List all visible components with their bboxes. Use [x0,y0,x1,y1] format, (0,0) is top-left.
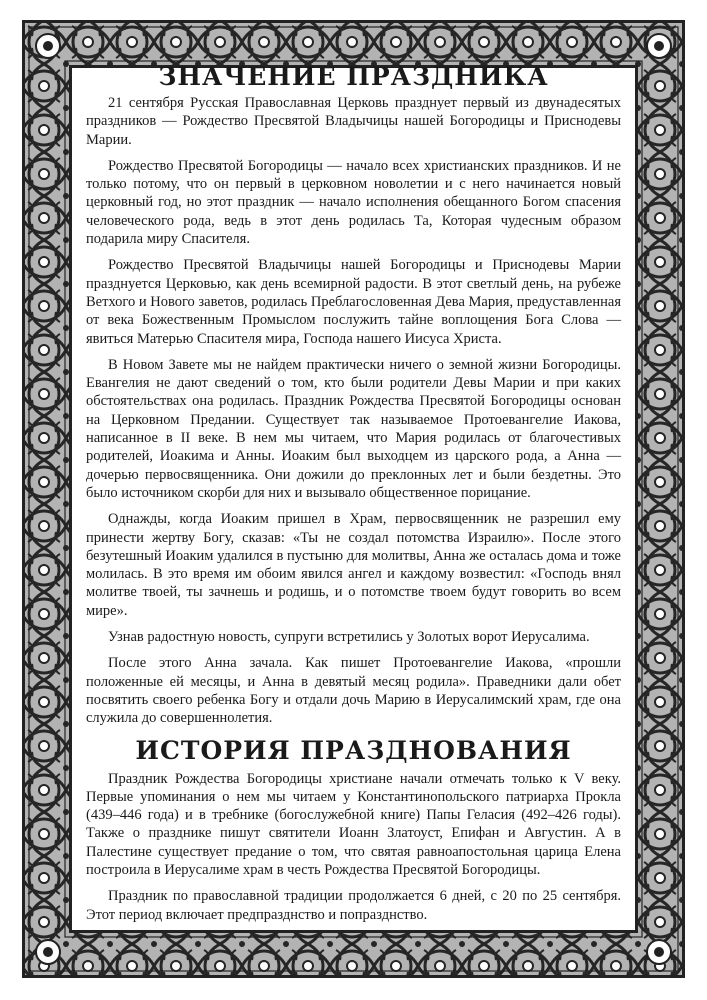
section-title-meaning: ЗНАЧЕНИЕ ПРАЗДНИКА [158,62,549,91]
paragraph: В Новом Завете мы не найдем практически ничего о земной жизни Богородицы. Евангелия не дают сведений о том, кто были родители Девы Марии и при каких обстоятельствах она родилась. Праздник Рождества Пресвятой Богородицы основан на Церковном Предании. Существует так называемое Протоевангелие Иакова, написанное в II веке. В нем мы читаем, что Мария родилась от благочестивых родителей, Иоакима и Анны. Иоаким был выходцем из царского рода, а Анна — дочерью первосвященника. Они дожили до преклонных лет и были бездетны. Это было источником скорби для них и вызывало общественное порицание. [86,356,621,501]
paragraph: 21 сентября Русская Православная Церковь празднует первый из двунадесятых праздников — Рождество Пресвятой Владычицы нашей Богородицы и Приснодевы Марии. [86,95,621,148]
paragraph: Праздник по православной традиции продолжается 6 дней, с 20 по 25 сентября. Этот период включает предпразднство и попразднство. [86,888,621,923]
article [86,62,621,930]
paragraph: Узнав радостную новость, супруги встретились у Золотых ворот Иерусалима. [108,629,590,646]
paragraph: После этого Анна зачала. Как пишет Протоевангелие Иакова, «прошли положенные ей месяцы, и Анна в девятый месяц родила». Праведники дали обет посвятить своего ребенка Богу и отдали дочь Марию в Иерусалимский храм, где она служила до совершеннолетия. [86,655,621,727]
paragraph: Праздник Рождества Богородицы христиане начали отмечать только к V веку. Первые упоминания о нем мы читаем у Константинопольского патриарха Прокла (439–446 года) и в требнике (богослужебной книге) Папы Геласия (492–426 годы). Также о празднике пишут святители Иоанн Златоуст, Епифан и Августин. А в Палестине существует предание о том, что святая равноапостольная царица Елена построила в Иерусалиме храм в честь Рождества Пресвятой Богородицы. [86,770,621,878]
paragraph: Рождество Пресвятой Владычицы нашей Богородицы и Приснодевы Марии празднуется Церковью, как день всемирной радости. В этот светлый день, на рубеже Ветхого и Нового заветов, родилась Преблагословенная Дева Мария, предуставленная от века Божественным Промыслом послужить тайне воплощения Бога Слова — явиться Матерью Спасителя мира, Господа нашего Иисуса Христа. [86,257,621,347]
section-title-history: ИСТОРИЯ ПРАЗДНОВАНИЯ [135,735,572,765]
paragraph: Рождество Пресвятой Богородицы — начало всех христианских праздников. И не только потому, что он первый в церковном новолетии и с него начинается новый церковный год, но этот праздник — начало исполнения обещанного Богом спасения человеческого рода, ведь в этот день родилась Та, Которая чудесным образом подарила миру Спасителя. [86,157,621,248]
paragraph: Однажды, когда Иоаким пришел в Храм, первосвященник не разрешил ему принести жертву Богу, сказав: «Ты не создал потомства Израилю». После этого безутешный Иоаким удалился в пустыню для молитвы, Анна же осталась дома и тоже молилась. В это время им обоим явился ангел и каждому возвестил: «Господь внял молитве твоей, ты зачнешь и родишь, и о потомстве твоем будут говорить во всем мире». [86,511,621,619]
